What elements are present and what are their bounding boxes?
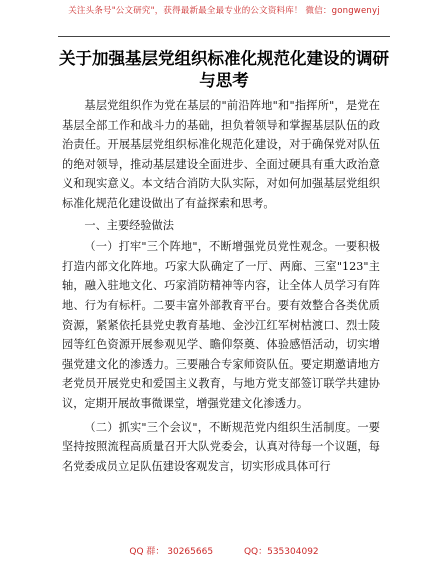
- footer-contact: [0, 544, 448, 557]
- intro-paragraph: 基层党组织作为党在基层的"前沿阵地"和"指挥所"，是党在基层全部工作和战斗力的基础，担负着领导和掌握基层队伍的政治责任。开展基层党组织标准化规范化建设，对于确保党对队伍的绝对领导，推动基层建设全面进步、全面过硬具有重大政治意义和现实意义。本文结合消防大队实际，对如何加强基层党组织标准化规范化建设做出了有益探索和思考。: [62, 99, 380, 210]
- point-1-paragraph: （一）打牢"三个阵地"，不断增强党员党性观念。一要积极打造内部文化阵地。巧家大队确定了一厅、两廊、三室"123"主轴，融入驻地文化、巧家消防精神等内容，让全体人员学习有阵地、行为有标杆。二要丰富外部教育平台。要有效整合各类优质资源，紧紧依托县党史教育基地、金沙江红军树枯渡口、烈士陵园等红色资源开展参观见学、瞻仰祭奠、体验感悟活动，切实增强党建文化的渗透力。三要融合专家师资队伍。要定期邀请地方老党员开展党史和爱国主义教育，与地方党支部签订联学共建协议，定期开展故事微课堂，增强党建文化渗透力。: [62, 240, 380, 410]
- title-line-2: 与思考: [199, 71, 249, 90]
- title-line-1: 关于加强基层党组织标准化规范化建设的调研: [59, 49, 389, 68]
- footer-qq-group: QQ 群： 30265665: [129, 547, 214, 557]
- header-notice: 关注头条号"公文研究"，获得最新最全最专业的公文资料库！ 微信：gongwenyj: [68, 6, 380, 16]
- section-heading: 一、主要经验做法: [84, 218, 174, 232]
- footer-qq-number: QQ：535304092: [243, 547, 319, 557]
- point-2-paragraph: （二）抓实"三个会议"，不断规范党内组织生活制度。一要坚持按照流程高质量召开大队党委会，认真对待每一个议题，每名党委成员立足队伍建设客观发言，切实形成具体可行: [62, 420, 380, 473]
- document-body: [62, 96, 380, 476]
- document-title: [44, 48, 404, 92]
- header-divider: [58, 36, 390, 37]
